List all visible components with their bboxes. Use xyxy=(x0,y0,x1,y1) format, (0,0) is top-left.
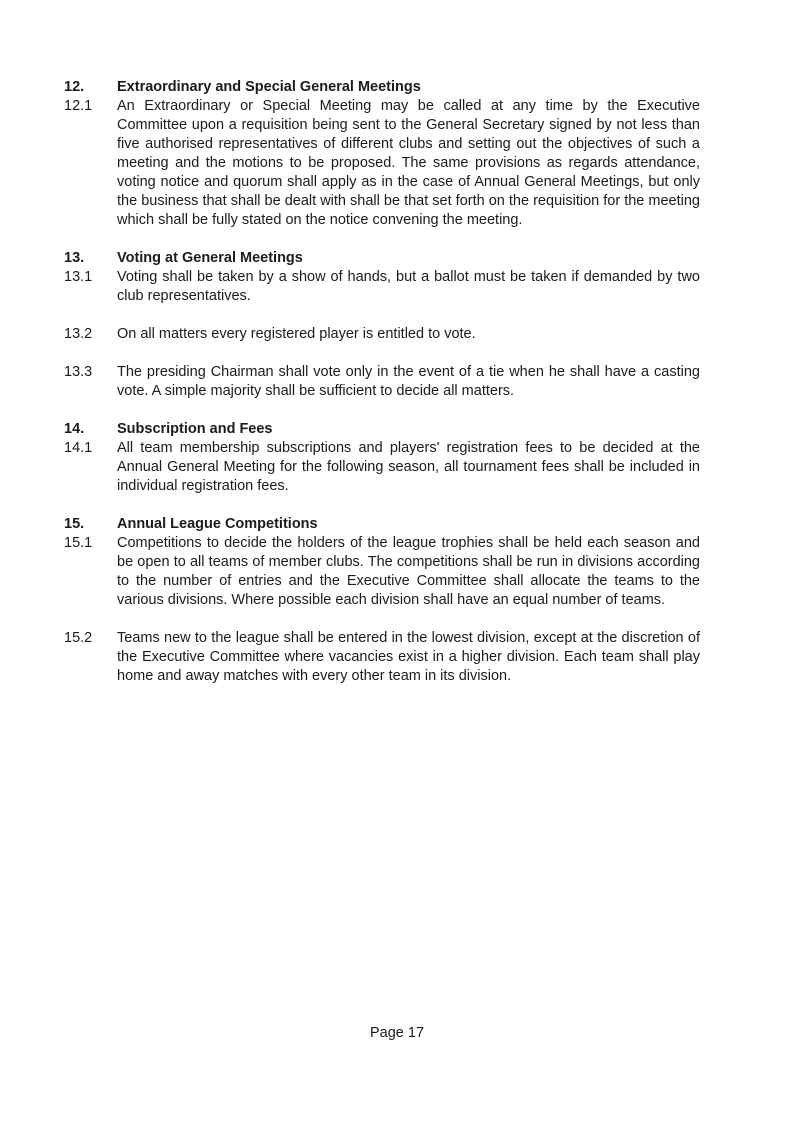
clause-number: 13.2 xyxy=(64,326,93,342)
section-13 xyxy=(64,249,700,401)
clause-15-1 xyxy=(64,534,700,610)
clause-number: 15.1 xyxy=(64,535,93,551)
clause-text: Teams new to the league shall be entered in the lowest division, except at the discretion of the Executive Committee where vacancies exist in a higher division. Each team shall play home and away matches with every other team in its division. xyxy=(117,630,700,684)
section-12 xyxy=(64,78,700,230)
section-number: 13. xyxy=(64,250,85,266)
section-title: Extraordinary and Special General Meetings xyxy=(117,79,421,95)
section-title: Subscription and Fees xyxy=(117,421,273,437)
section-15 xyxy=(64,515,700,686)
clause-14-1 xyxy=(64,439,700,496)
clause-number: 13.1 xyxy=(64,269,93,285)
section-title: Annual League Competitions xyxy=(117,516,318,532)
clause-text: An Extraordinary or Special Meeting may be called at any time by the Executive Committee upon a requisition being sent to the General Secretary signed by not less than five authorised representatives of different clubs and setting out the objectives of such a meeting and the motions to be proposed. The same provisions as regards attendance, voting notice and quorum shall apply as in the case of Annual General Meetings, but only the business that shall be dealt with shall be that set forth on the requisition for the meeting which shall be fully stated on the notice convening the meeting. xyxy=(117,98,700,228)
clause-text: Competitions to decide the holders of the league trophies shall be held each season and be open to all teams of member clubs. The competitions shall be run in divisions according to the number of entries and the Executive Committee shall allocate the teams to the various divisions. Where possible each division shall have an equal number of teams. xyxy=(117,535,700,608)
clause-number: 12.1 xyxy=(64,98,93,114)
section-number: 12. xyxy=(64,79,85,95)
clause-number: 15.2 xyxy=(64,630,93,646)
section-heading-row xyxy=(64,515,700,534)
clause-13-3 xyxy=(64,363,700,401)
clause-15-2 xyxy=(64,629,700,686)
section-heading-row xyxy=(64,420,700,439)
clause-text: The presiding Chairman shall vote only in the event of a tie when he shall have a casting vote. A simple majority shall be sufficient to decide all matters. xyxy=(117,364,700,399)
clause-number: 14.1 xyxy=(64,440,93,456)
document-content xyxy=(64,78,700,705)
section-number: 15. xyxy=(64,516,85,532)
clause-number: 13.3 xyxy=(64,364,93,380)
section-number: 14. xyxy=(64,421,85,437)
page-footer: Page 17 xyxy=(369,1025,425,1041)
section-heading-row xyxy=(64,78,700,97)
clause-13-1 xyxy=(64,268,700,306)
clause-12-1 xyxy=(64,97,700,230)
clause-13-2 xyxy=(64,325,700,344)
section-14 xyxy=(64,420,700,496)
section-heading-row xyxy=(64,249,700,268)
clause-text: On all matters every registered player is entitled to vote. xyxy=(117,326,476,342)
clause-text: All team membership subscriptions and players' registration fees to be decided at the Annual General Meeting for the following season, all tournament fees shall be included in individual registration fees. xyxy=(117,440,700,494)
section-title: Voting at General Meetings xyxy=(117,250,303,266)
clause-text: Voting shall be taken by a show of hands, but a ballot must be taken if demanded by two club representatives. xyxy=(117,269,700,304)
